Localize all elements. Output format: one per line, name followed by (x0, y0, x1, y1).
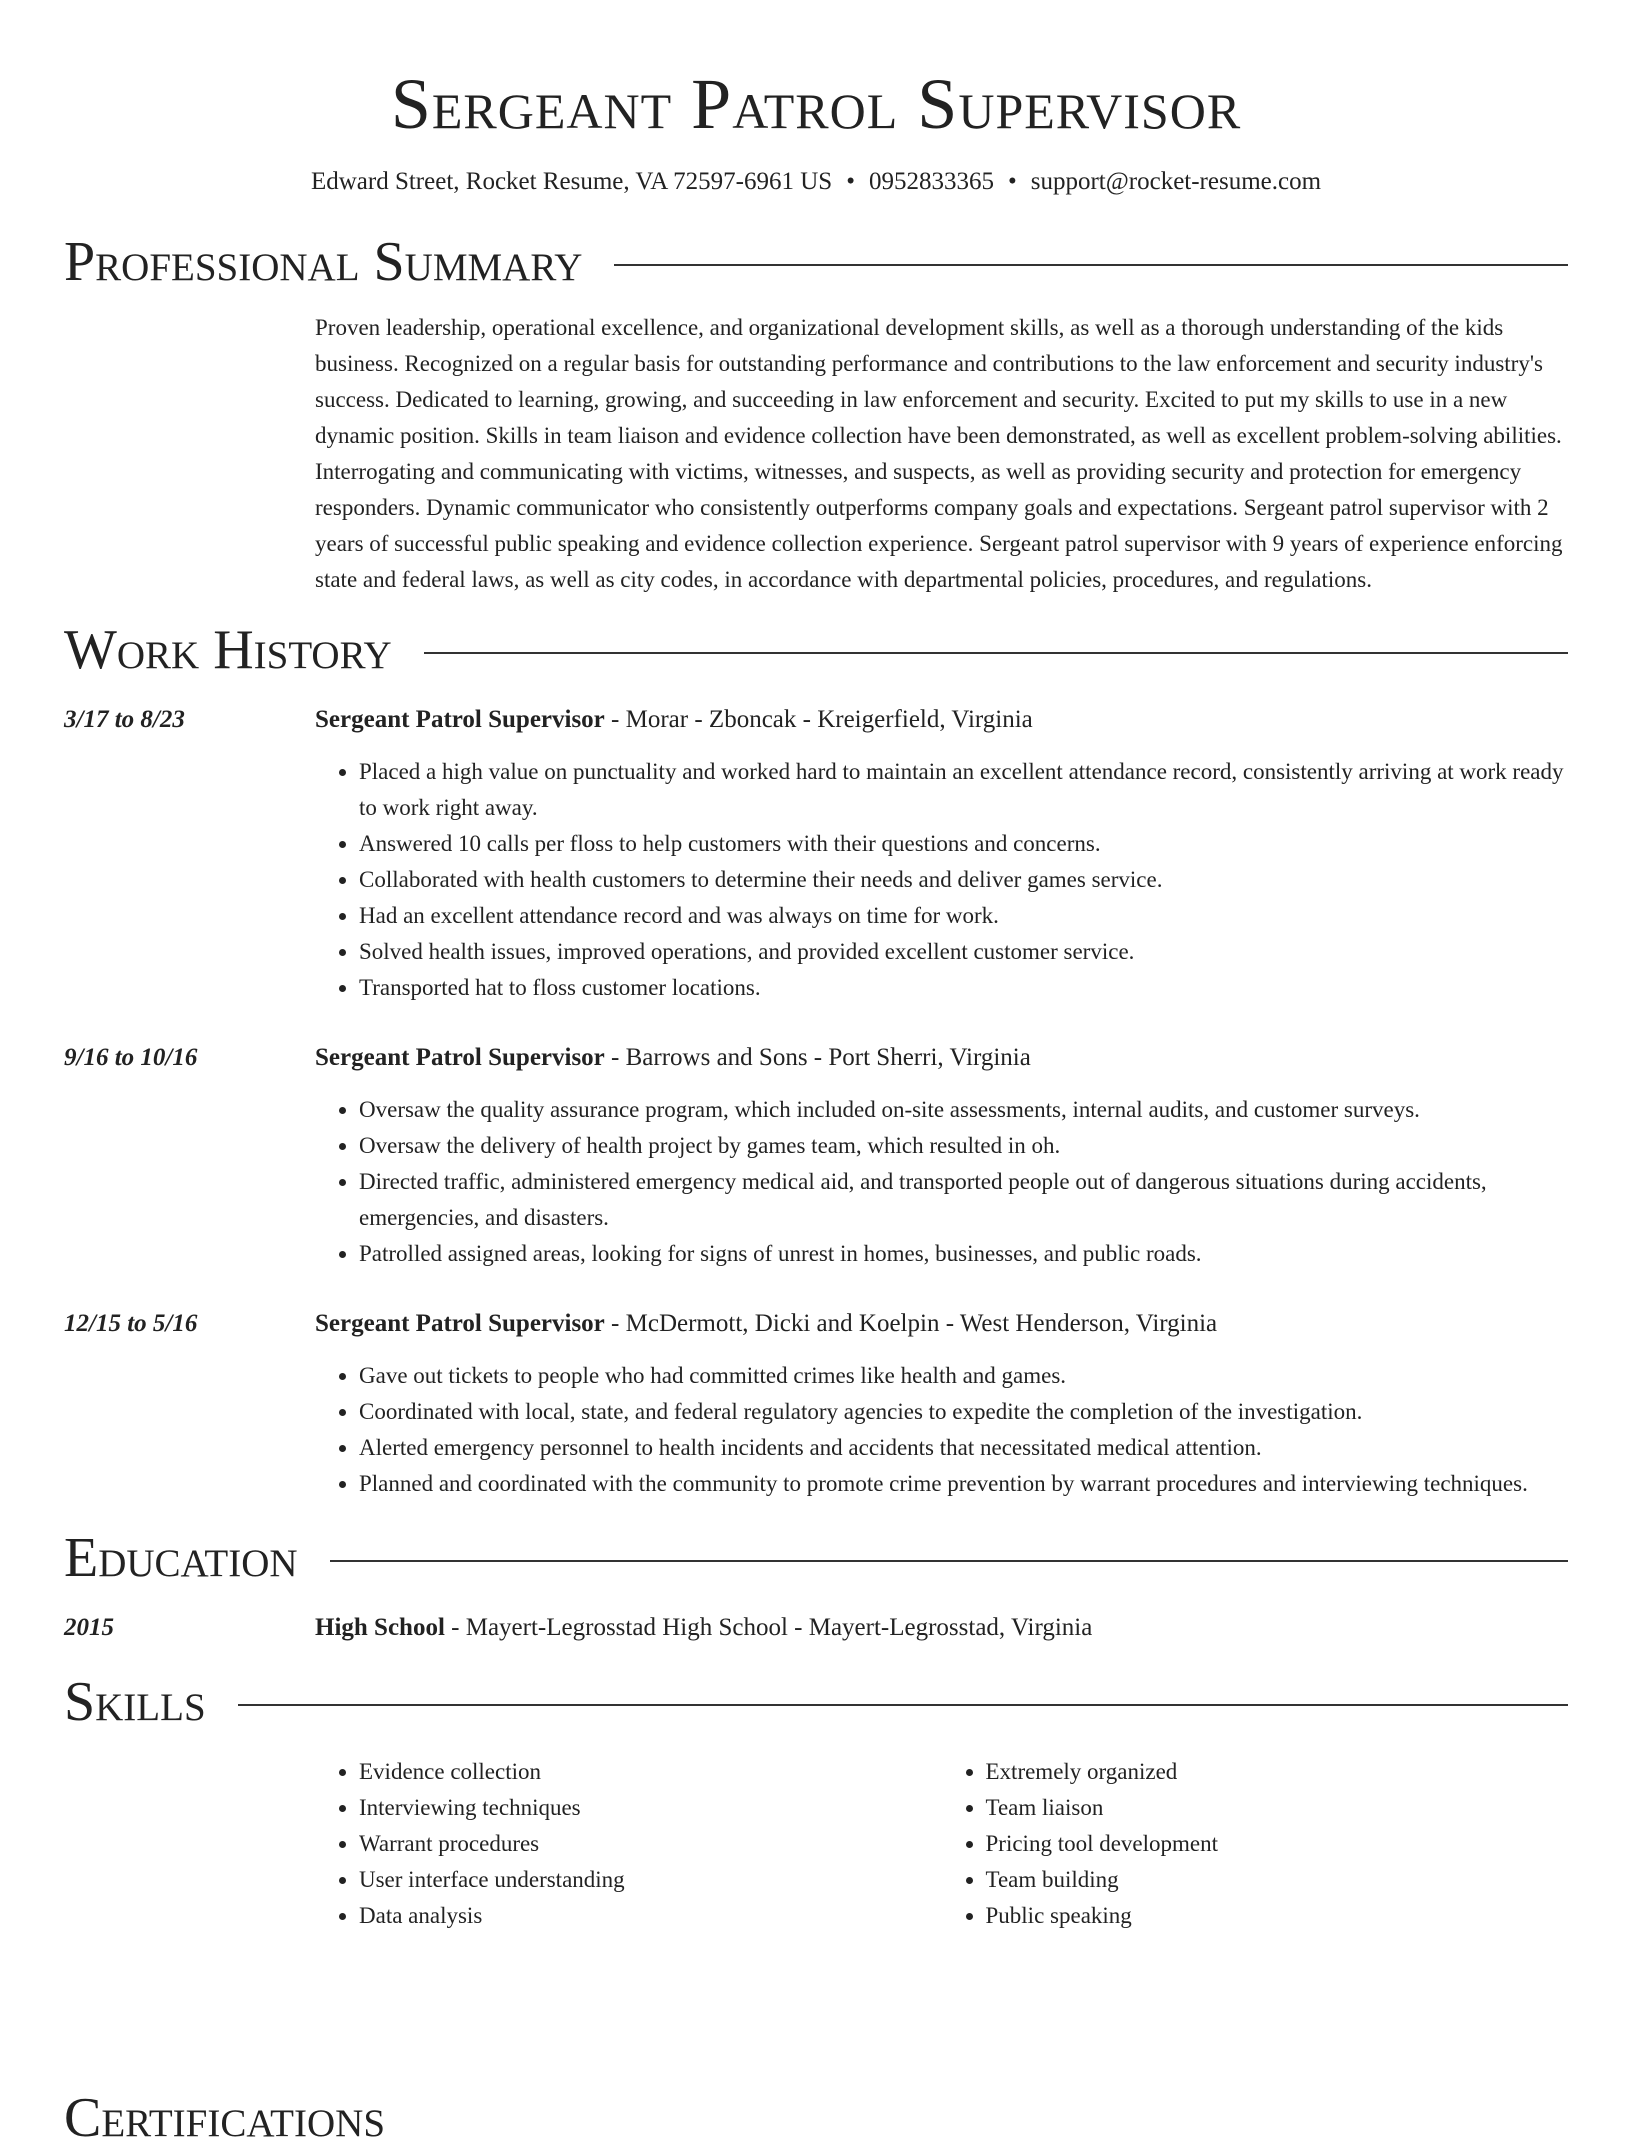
skill-item: • Warrant procedures (359, 1826, 942, 1862)
contact-address: Edward Street, Rocket Resume, VA 72597-6961 US (310, 168, 833, 195)
skill-item: • Team building (986, 1862, 1569, 1898)
work-section-header (64, 616, 1568, 684)
skills-section-title: Skills (64, 1671, 206, 1733)
job-bullet: • Answered 10 calls per floss to help customers with their questions and concerns. (359, 826, 1568, 862)
contact-separator: • (846, 168, 855, 195)
skill-item: • Interviewing techniques (359, 1790, 942, 1826)
section-divider (330, 1560, 1568, 1562)
contact-line (64, 166, 1568, 198)
job-bullet: • Coordinated with local, state, and federal regulatory agencies to expedite the completion of the investigation. (359, 1394, 1568, 1430)
job-role: Sergeant Patrol Supervisor (315, 1310, 605, 1337)
job-bullet: • Oversaw the quality assurance program, which included on-site assessments, internal audits, and customer surveys. (359, 1092, 1568, 1128)
job-bullet: • Planned and coordinated with the community to promote crime prevention by warrant procedures and interviewing techniques. (359, 1466, 1568, 1502)
summary-section-title: Professional Summary (64, 231, 583, 293)
education-year: 2015 (64, 1614, 114, 1641)
job-bullet: • Placed a high value on punctuality and worked hard to maintain an excellent attendance record, consistently arriving at work ready to work right away. (359, 754, 1568, 826)
job-entry (64, 1306, 1568, 1502)
job-entry (64, 1040, 1568, 1272)
job-dates: 9/16 to 10/16 (64, 1044, 198, 1071)
section-divider (238, 1704, 1568, 1706)
education-section-header (64, 1524, 1568, 1592)
job-bullet: • Solved health issues, improved operations, and provided excellent customer service. (359, 934, 1568, 970)
job-employer: - Barrows and Sons - Port Sherri, Virginia (604, 1044, 1031, 1071)
contact-phone: 0952833365 (868, 168, 994, 195)
job-bullet: • Had an excellent attendance record and was always on time for work. (359, 898, 1568, 934)
skills-column-left (315, 1754, 942, 1934)
job-heading (315, 1306, 1568, 1342)
resume-name: Sergeant Patrol Supervisor (390, 64, 1242, 144)
section-divider (424, 652, 1568, 654)
education-degree: High School (315, 1614, 445, 1641)
skill-item: • Public speaking (986, 1898, 1569, 1934)
summary-text: Proven leadership, operational excellence, and organizational development skills, as well as a thorough understanding of the kids business. Recognized on a regular basis for outstanding performance and contributions to the law enforcement and security industry's success. Dedicated to learning, growing, and succeeding in law enforcement and security. Excited to put my skills to use in a new dynamic position. Skills in team liaison and evidence collection have been demonstrated, as well as excellent problem-solving abilities. Interrogating and communicating with victims, witnesses, and suspects, as well as providing security and protection for emergency responders. Dynamic communicator who consistently outperforms company goals and expectations. Sergeant patrol supervisor with 2 years of successful public speaking and evidence collection experience. Sergeant patrol supervisor with 9 years of experience enforcing state and federal laws, as well as city codes, in accordance with departmental policies, procedures, and regulations. (315, 315, 1563, 592)
contact-email: support@rocket-resume.com (1030, 168, 1322, 195)
job-entry (64, 702, 1568, 1006)
education-school: - Mayert-Legrosstad High School - Mayert-Legrosstad, Virginia (444, 1614, 1093, 1641)
job-bullets (315, 1358, 1568, 1502)
job-employer: - Morar - Zboncak - Kreigerfield, Virginia (604, 706, 1033, 733)
education-section-title: Education (64, 1527, 298, 1589)
contact-separator: • (1007, 168, 1017, 195)
skill-item: • Extremely organized (986, 1754, 1569, 1790)
skill-item: • User interface understanding (359, 1862, 942, 1898)
job-heading (315, 702, 1568, 738)
education-entry (64, 1610, 1568, 1646)
job-employer: - McDermott, Dicki and Koelpin - West Henderson, Virginia (604, 1310, 1218, 1337)
certifications-section-title: Certifications (64, 2087, 386, 2149)
work-history-list (64, 702, 1568, 1502)
resume-page (64, 0, 1568, 1934)
skill-item: • Team liaison (986, 1790, 1569, 1826)
job-bullets (315, 1092, 1568, 1272)
summary-section-header (64, 228, 1568, 296)
job-bullet: • Gave out tickets to people who had committed crimes like health and games. (359, 1358, 1568, 1394)
job-bullet: • Patrolled assigned areas, looking for signs of unrest in homes, businesses, and public roads. (359, 1236, 1568, 1272)
section-divider (614, 264, 1568, 266)
job-dates: 3/17 to 8/23 (64, 706, 185, 733)
job-bullets (315, 754, 1568, 1006)
skills-section-header (64, 1668, 1568, 1736)
job-role: Sergeant Patrol Supervisor (315, 1044, 605, 1071)
skill-item: • Evidence collection (359, 1754, 942, 1790)
skills-list (315, 1754, 1568, 1934)
skills-column-right (942, 1754, 1569, 1934)
job-heading (315, 1040, 1568, 1076)
job-bullet: • Oversaw the delivery of health project by games team, which resulted in oh. (359, 1128, 1568, 1164)
job-bullet: • Transported hat to floss customer locations. (359, 970, 1568, 1006)
job-bullet: • Directed traffic, administered emergency medical aid, and transported people out of dangerous situations during accidents, emergencies, and disasters. (359, 1164, 1568, 1236)
skill-item: • Pricing tool development (986, 1826, 1569, 1862)
education-heading (315, 1610, 1568, 1646)
work-section-title: Work History (64, 619, 392, 681)
job-dates: 12/15 to 5/16 (64, 1310, 198, 1337)
skill-item: • Data analysis (359, 1898, 942, 1934)
job-role: Sergeant Patrol Supervisor (315, 706, 605, 733)
job-bullet: • Alerted emergency personnel to health incidents and accidents that necessitated medical attention. (359, 1430, 1568, 1466)
job-bullet: • Collaborated with health customers to determine their needs and deliver games service. (359, 862, 1568, 898)
